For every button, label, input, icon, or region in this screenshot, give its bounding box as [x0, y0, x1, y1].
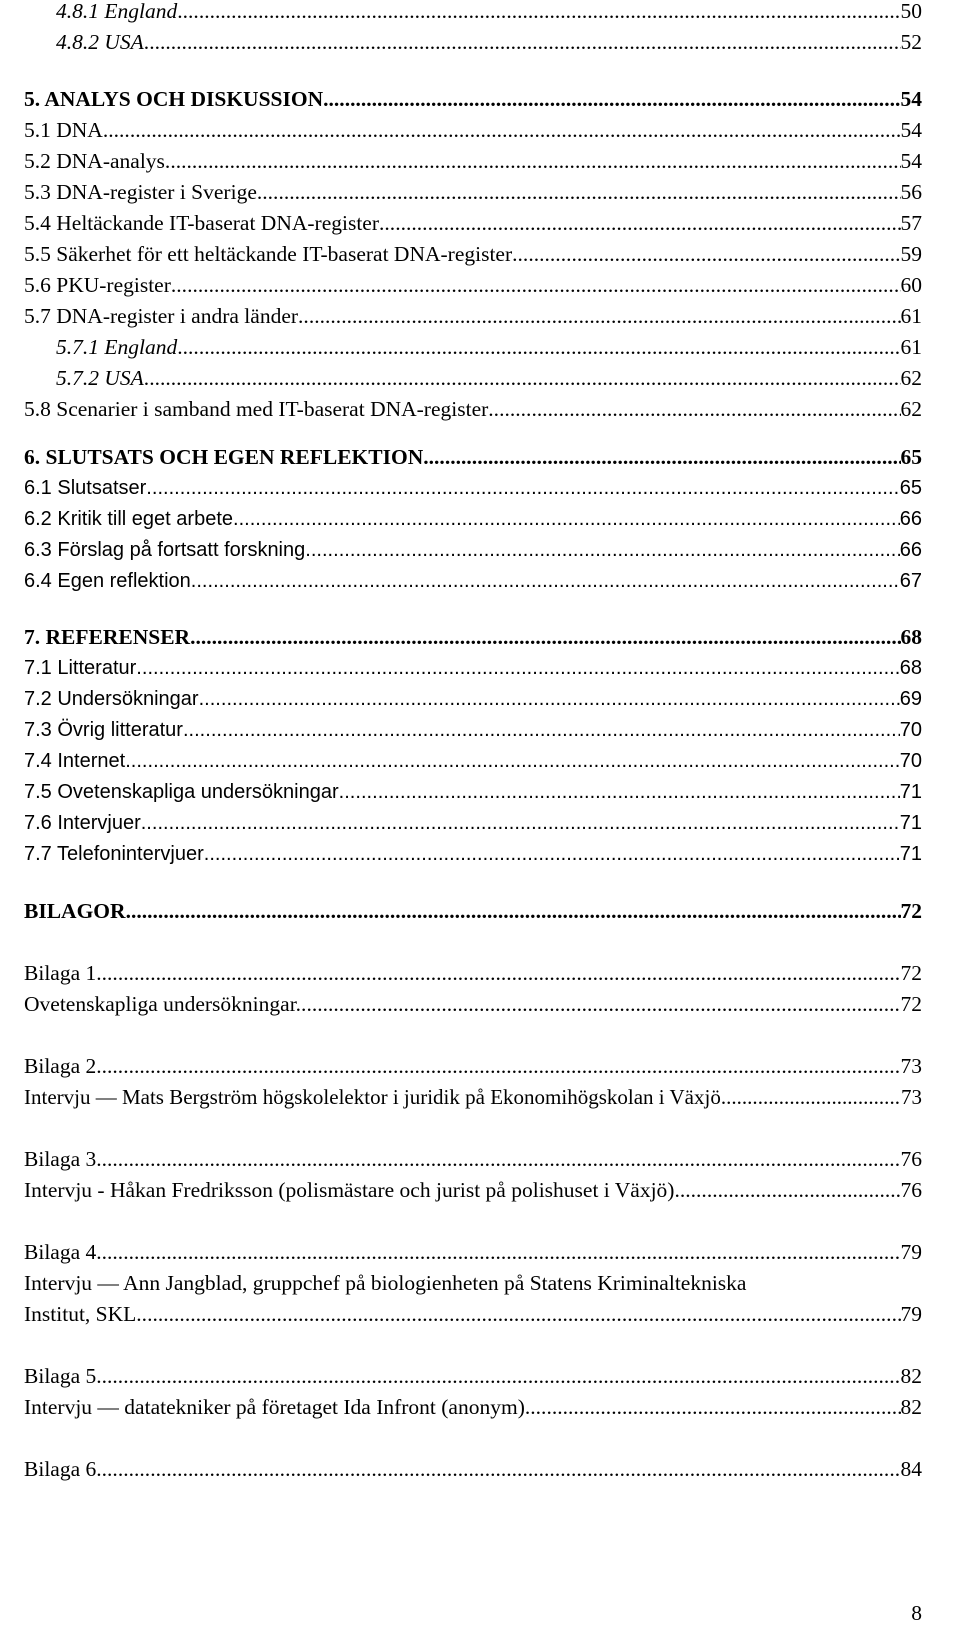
toc-dot-leader — [96, 957, 900, 989]
toc-entry-chapter[interactable] — [24, 83, 922, 115]
toc-entry-page: 73 — [900, 1054, 922, 1078]
toc-entry-title: 5.3 DNA-register i Sverige — [24, 180, 257, 204]
toc-dot-leader — [305, 534, 900, 566]
toc-entry[interactable] — [56, 331, 922, 363]
toc-entry[interactable] — [24, 807, 922, 839]
toc-dot-leader — [144, 362, 901, 394]
toc-dot-leader — [141, 807, 900, 839]
toc-dot-leader — [136, 652, 899, 684]
toc-dot-leader — [257, 176, 901, 208]
toc-entry-title: 7.2 Undersökningar — [24, 688, 199, 710]
toc-entry[interactable] — [24, 1143, 922, 1175]
toc-dot-leader — [146, 472, 899, 504]
toc-entry[interactable] — [24, 1360, 922, 1392]
toc-entry-title: 5.4 Heltäckande IT-baserat DNA-register — [24, 211, 380, 235]
toc-dot-leader — [191, 565, 900, 597]
toc-entry-title: Intervju — datatekniker på företaget Ida Infront (anonym) — [24, 1395, 525, 1419]
toc-entry-title: Institut, SKL. — [24, 1302, 142, 1326]
toc-entry-chapter[interactable] — [24, 621, 922, 653]
toc-entry-title: 7.5 Ovetenskapliga undersökningar — [24, 781, 339, 803]
toc-entry-title: Bilaga 3. — [24, 1147, 102, 1171]
toc-entry-title: 6. SLUTSATS OCH EGEN REFLEKTION — [24, 445, 424, 469]
toc-dot-leader — [177, 331, 900, 363]
toc-dot-leader — [177, 0, 900, 27]
toc-dot-leader — [301, 988, 900, 1020]
toc-entry-page: 54 — [900, 149, 922, 173]
toc-entry-page: 62 — [900, 397, 922, 421]
toc-dot-leader — [125, 745, 900, 777]
toc-entry-title: Bilaga 6 — [24, 1457, 97, 1481]
toc-dot-leader — [144, 26, 901, 58]
toc-entry[interactable] — [24, 957, 922, 989]
toc-entry[interactable] — [24, 1236, 922, 1268]
toc-entry[interactable] — [24, 745, 922, 777]
toc-entry-title: 6.4 Egen reflektion — [24, 570, 191, 592]
toc-entry-title: 4.8.2 USA — [56, 30, 144, 54]
toc-entry-page: 67 — [899, 570, 922, 592]
toc-entry-title: Intervju — Mats Bergström högskolelektor i juridik på Ekonomihögskolan i Växjö. — [24, 1085, 727, 1109]
toc-entry-page: 70 — [899, 719, 922, 741]
toc-entry-title: 5.2 DNA-analys — [24, 149, 165, 173]
toc-entry-title: 5.7.2 USA — [56, 366, 144, 390]
toc-entry-page: 50 — [900, 0, 922, 23]
toc-entry[interactable] — [24, 776, 922, 808]
toc-entry-page: 66 — [899, 508, 922, 530]
toc-entry-page: 69 — [899, 688, 922, 710]
toc-dot-leader — [126, 895, 901, 927]
toc-dot-leader — [102, 1050, 901, 1082]
toc-entry[interactable] — [24, 472, 922, 504]
toc-dot-leader — [103, 114, 901, 146]
toc-dot-leader — [183, 714, 900, 746]
toc-entry-title: 5. ANALYS OCH DISKUSSION — [24, 87, 324, 111]
toc-dot-leader — [525, 1391, 901, 1423]
toc-entry-page: 56 — [900, 180, 922, 204]
toc-entry-title: 7.4 Internet — [24, 750, 126, 772]
toc-entry-page: 61 — [900, 304, 922, 328]
toc-entry[interactable] — [24, 393, 922, 425]
toc-entry-page: 71 — [899, 843, 922, 865]
toc-dot-leader — [488, 393, 900, 425]
toc-entry-page: 54 — [900, 118, 922, 142]
toc-entry[interactable] — [24, 176, 922, 208]
toc-entry-title: Bilaga 2. — [24, 1054, 102, 1078]
toc-entry[interactable] — [56, 26, 922, 58]
toc-entry-title: Ovetenskapliga undersökningar. — [24, 992, 302, 1016]
toc-dot-leader — [339, 776, 900, 808]
toc-dot-leader — [199, 683, 900, 715]
toc-entry-page: 54 — [900, 87, 922, 111]
toc-entry-page: 72 — [900, 961, 922, 985]
toc-dot-leader — [190, 621, 900, 653]
toc-dot-leader — [102, 1360, 901, 1392]
toc-entry[interactable] — [24, 838, 922, 870]
toc-entry-page: 68 — [899, 657, 922, 679]
toc-entry-title: 5.7.1 England — [56, 335, 178, 359]
toc-entry-page: 72 — [900, 899, 922, 923]
toc-entry-page: 79 — [900, 1302, 922, 1326]
toc-dot-leader — [298, 300, 900, 332]
toc-entry-title: BILAGOR — [24, 899, 126, 923]
page-number: 8 — [911, 1601, 922, 1625]
toc-entry[interactable] — [56, 0, 922, 27]
toc-entry-title-line[interactable]: Intervju — Ann Jangblad, gruppchef på biologienheten på Statens Kriminaltekniska — [24, 1271, 747, 1295]
toc-entry-title: 4.8.1 England — [56, 0, 178, 23]
toc-entry-title: 7.6 Intervjuer — [24, 812, 141, 834]
toc-entry-chapter[interactable] — [24, 441, 922, 473]
toc-dot-leader — [726, 1081, 901, 1113]
toc-entry-title: 7. REFERENSER — [24, 625, 191, 649]
toc-entry-page: 84 — [900, 1457, 922, 1481]
toc-entry-title: Bilaga 1 — [24, 961, 97, 985]
toc-dot-leader — [512, 238, 900, 270]
toc-entry-title: 7.1 Litteratur — [24, 657, 137, 679]
toc-dot-leader — [142, 1298, 901, 1330]
toc-entry-title: 5.6 PKU-register — [24, 273, 171, 297]
toc-entry-title: 5.1 DNA — [24, 118, 103, 142]
toc-dot-leader — [674, 1174, 900, 1206]
toc-entry-page: 59 — [900, 242, 922, 266]
toc-entry[interactable] — [24, 683, 922, 715]
toc-entry[interactable] — [24, 145, 922, 177]
toc-entry-chapter[interactable] — [24, 895, 922, 927]
toc-entry-page: 65 — [899, 477, 922, 499]
toc-entry[interactable] — [24, 1391, 922, 1423]
toc-entry[interactable] — [24, 1298, 922, 1330]
toc-entry[interactable] — [24, 207, 922, 239]
toc-entry-title: 6.3 Förslag på fortsatt forskning — [24, 539, 306, 561]
toc-entry[interactable] — [24, 1081, 922, 1113]
toc-entry[interactable] — [24, 238, 922, 270]
toc-entry-title: 7.3 Övrig litteratur — [24, 719, 183, 741]
toc-entry-page: 72 — [900, 992, 922, 1016]
toc-entry[interactable] — [56, 362, 922, 394]
toc-entry[interactable] — [24, 565, 922, 597]
toc-entry-title: 5.8 Scenarier i samband med IT-baserat DNA-register — [24, 397, 489, 421]
toc-entry[interactable] — [24, 300, 922, 332]
toc-entry-page: 68 — [900, 625, 922, 649]
toc-entry-page: 76 — [900, 1178, 922, 1202]
toc-entry[interactable] — [24, 114, 922, 146]
toc-entry[interactable] — [24, 269, 922, 301]
toc-dot-leader — [233, 503, 900, 535]
toc-entry[interactable] — [24, 1453, 922, 1485]
toc-dot-leader — [423, 441, 900, 473]
toc-entry[interactable] — [24, 534, 922, 566]
toc-entry-title: 7.7 Telefonintervjuer — [24, 843, 204, 865]
toc-entry-title: 5.7 DNA-register i andra länder — [24, 304, 299, 328]
toc-entry-page: 52 — [900, 30, 922, 54]
toc-entry-title: Bilaga 4. — [24, 1240, 102, 1264]
toc-entry-page: 65 — [900, 445, 922, 469]
toc-entry-title: 6.2 Kritik till eget arbete — [24, 508, 233, 530]
toc-entry-page: 71 — [899, 781, 922, 803]
toc-dot-leader — [165, 145, 901, 177]
toc-dot-leader — [102, 1236, 901, 1268]
toc-entry[interactable] — [24, 1174, 922, 1206]
toc-entry-page: 82 — [900, 1364, 922, 1388]
toc-dot-leader — [171, 269, 901, 301]
toc-entry-page: 71 — [899, 812, 922, 834]
toc-entry-title: Bilaga 5. — [24, 1364, 102, 1388]
toc-entry-page: 73 — [901, 1085, 922, 1109]
toc-entry-page: 62 — [900, 366, 922, 390]
toc-entry-page: 60 — [900, 273, 922, 297]
toc-dot-leader — [102, 1143, 901, 1175]
toc-entry-page: 76 — [900, 1147, 922, 1171]
toc-entry-title: 6.1 Slutsatser — [24, 477, 147, 499]
toc-entry-page: 82 — [900, 1395, 922, 1419]
toc-entry-page: 57 — [900, 211, 922, 235]
toc-entry[interactable] — [24, 714, 922, 746]
toc-entry-title: Intervju - Håkan Fredriksson (polismästare och jurist på polishuset i Växjö) — [24, 1178, 675, 1202]
toc-dot-leader — [204, 838, 900, 870]
toc-entry-page: 66 — [899, 539, 922, 561]
toc-dot-leader — [323, 83, 900, 115]
toc-entry[interactable] — [24, 1050, 922, 1082]
toc-entry[interactable] — [24, 988, 922, 1020]
toc-dot-leader — [96, 1453, 900, 1485]
toc-entry[interactable] — [24, 503, 922, 535]
toc-entry-page: 61 — [900, 335, 922, 359]
toc-entry-page: 70 — [899, 750, 922, 772]
toc-entry[interactable] — [24, 652, 922, 684]
toc-dot-leader — [379, 207, 900, 239]
toc-entry-title: 5.5 Säkerhet för ett heltäckande IT-baserat DNA-register — [24, 242, 513, 266]
toc-entry-page: 79 — [900, 1240, 922, 1264]
